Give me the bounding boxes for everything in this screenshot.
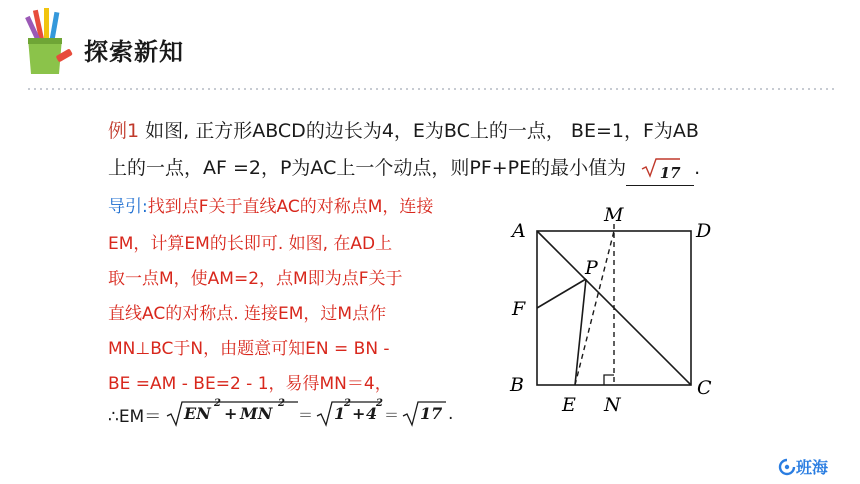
- label-d: D: [696, 220, 712, 242]
- label-m: M: [604, 204, 624, 226]
- formula-exp-1: 2: [214, 398, 221, 409]
- brand-logo: [778, 455, 828, 478]
- guide-line-3: 取一点M，使AM=2，点M即为点F关于: [108, 269, 403, 289]
- label-a: A: [512, 220, 526, 242]
- label-b: B: [510, 374, 524, 396]
- guide-line-6: BE =AM - BE=2 - 1，易得MN＝4，: [108, 374, 392, 394]
- formula-result: 17: [420, 404, 443, 423]
- label-p: P: [585, 257, 598, 279]
- guide-line-1: [108, 192, 433, 217]
- formula-four: 4: [366, 404, 378, 423]
- formula-end: .: [448, 404, 454, 424]
- label-e: E: [562, 394, 576, 416]
- formula-eq-1: ＝: [298, 406, 314, 424]
- brand-swirl-icon: [778, 458, 796, 476]
- formula-plus-2: +: [352, 404, 366, 423]
- formula-mn: MN: [240, 404, 273, 423]
- dotted-divider: [26, 88, 834, 90]
- formula-exp-3: 2: [344, 398, 351, 409]
- segment-pe: [575, 279, 586, 385]
- formula-one: 1: [334, 404, 346, 423]
- label-n: N: [604, 394, 621, 416]
- guide-line-2: EM，计算EM的长即可. 如图, 在AD上: [108, 234, 393, 254]
- pencil-cup-logo: [22, 8, 74, 80]
- answer-blank: [626, 161, 694, 186]
- label-f: F: [512, 298, 526, 320]
- answer-value: 17: [659, 164, 681, 182]
- formula-exp-4: 2: [376, 398, 383, 409]
- segment-em: [575, 231, 614, 385]
- formula-plus-1: +: [224, 404, 238, 423]
- page-title: 探索新知: [84, 38, 184, 66]
- guide-line-4: 直线AC的对称点. 连接EM，过M点作: [108, 304, 387, 324]
- formula-line: [108, 398, 468, 430]
- segment-pf: [537, 279, 586, 308]
- formula-en: EN: [184, 404, 211, 423]
- question-line-2: [108, 153, 700, 186]
- question-end: .: [694, 157, 701, 179]
- guide-label: 导引:: [108, 197, 148, 217]
- guide-text: 找到点F关于直线AC的对称点M，连接: [147, 197, 434, 217]
- label-c: C: [697, 377, 712, 399]
- brand-name: 班海: [796, 458, 829, 477]
- question-text-1: 如图, 正方形ABCD的边长为4，E为BC上的一点， BE=1，F为AB: [145, 120, 699, 142]
- geometry-figure: [500, 200, 730, 420]
- guide-line-5: MN⊥BC于N，由题意可知EN = BN -: [108, 339, 390, 359]
- example-label: 例1: [108, 120, 140, 142]
- question-text-2: 上的一点，AF =2，P为AC上一个动点，则PF+PE的最小值为: [108, 157, 627, 179]
- formula-eq-2: ＝: [384, 406, 400, 424]
- question-line-1: [108, 116, 699, 143]
- right-angle-mark: [604, 375, 614, 385]
- formula-exp-2: 2: [278, 398, 285, 409]
- formula-prefix: ∴EM＝: [108, 407, 162, 427]
